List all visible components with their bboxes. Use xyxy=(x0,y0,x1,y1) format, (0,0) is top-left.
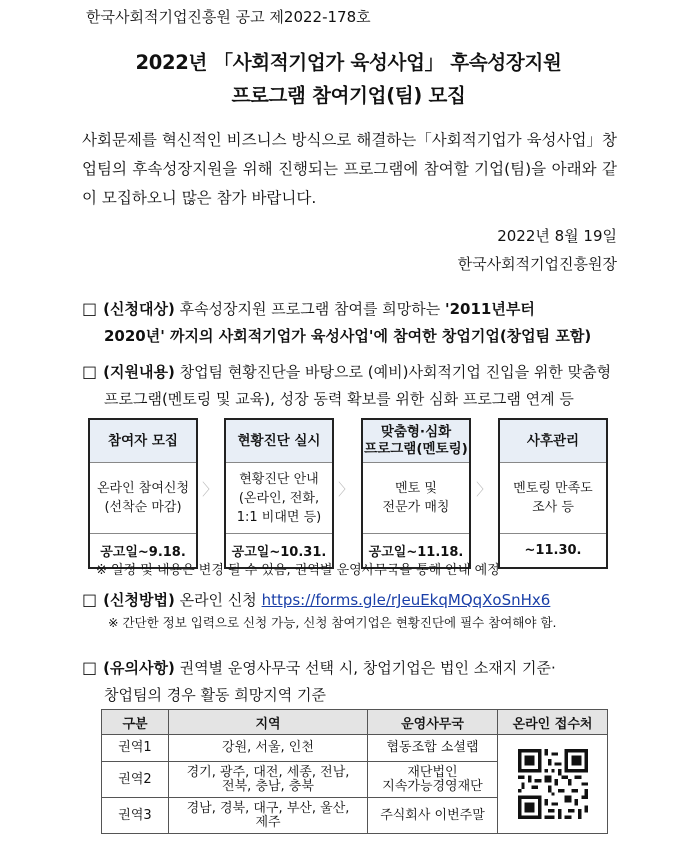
region-zone: 권역1 xyxy=(102,735,169,762)
region-office: 협동조합 소셜랩 xyxy=(368,735,498,762)
section-method xyxy=(82,586,622,614)
stage-date: 공고일~10.31. xyxy=(231,545,327,560)
qr-code-icon[interactable] xyxy=(518,749,588,819)
column-header: 구분 xyxy=(102,710,169,735)
region-area: 경기, 광주, 대전, 세종, 전남, 전북, 충남, 충북 xyxy=(169,762,368,798)
checkbox-icon: □ xyxy=(82,658,98,677)
table-row xyxy=(102,735,608,762)
section-target xyxy=(82,295,622,350)
region-zone: 권역3 xyxy=(102,798,169,834)
stage-body: 현황진단 안내 (온라인, 전화, 1:1 비대면 등) xyxy=(226,463,332,534)
stage-title: 참여자 모집 xyxy=(90,420,196,463)
stage-title: 사후관리 xyxy=(500,420,606,463)
arrow-icon: 〉 xyxy=(476,480,493,499)
stage-title: 맞춤형·심화 프로그램(멘토링) xyxy=(363,420,469,463)
schedule-note: ※ 일정 및 내용은 변경 될 수 있음, 권역별 운영사무국을 통해 안내 예정 xyxy=(96,563,500,578)
section-target-text-bold: '2011년부터 xyxy=(445,300,535,318)
section-caution xyxy=(82,654,622,709)
section-support-label: (지원내용) xyxy=(103,363,175,381)
page-subtitle: 프로그램 참여기업(팀) 모집 xyxy=(231,84,466,107)
method-note: ※ 간단한 정보 입력으로 신청 가능, 신청 참여기업은 현황진단에 필수 참여해야 함. xyxy=(108,615,557,630)
checkbox-icon: □ xyxy=(82,299,98,318)
process-stage-mentoring xyxy=(361,418,471,569)
section-method-text: 온라인 신청 xyxy=(179,591,257,609)
stage-date: ~11.30. xyxy=(524,543,582,558)
section-support xyxy=(82,358,622,413)
application-form-link[interactable]: https://forms.gle/rJeuEkqMQqXoSnHx6 xyxy=(261,591,551,609)
region-zone: 권역2 xyxy=(102,762,169,798)
section-target-text: 후속성장지원 프로그램 참여를 희망하는 xyxy=(179,300,441,318)
region-area: 강원, 서울, 인천 xyxy=(169,735,368,762)
arrow-icon: 〉 xyxy=(202,480,219,499)
intro-paragraph: 사회문제를 혁신적인 비즈니스 방식으로 해결하는「사회적기업가 육성사업」창업팀의 후속성장지원을 위해 진행되는 프로그램에 참여할 기업(팀)을 아래와 같이 모집하오니 많은 참가 바랍니다. xyxy=(82,131,617,207)
section-support-text: 창업팀 현황진단을 바탕으로 (예비)사회적기업 진입을 위한 맞춤형 xyxy=(179,363,612,381)
column-header: 지역 xyxy=(169,710,368,735)
announcement-date: 2022년 8월 19일 xyxy=(497,227,617,245)
stage-body: 온라인 참여신청 (선착순 마감) xyxy=(90,463,196,534)
section-target-label: (신청대상) xyxy=(103,300,175,318)
section-support-text-2: 프로그램(멘토링 및 교육), 성장 동력 확보를 위한 심화 프로그램 연계 등 xyxy=(104,390,574,408)
regions-table xyxy=(101,709,608,834)
issuer-name: 한국사회적기업진흥원장 xyxy=(457,255,617,273)
section-caution-text: 권역별 운영사무국 선택 시, 창업기업은 법인 소재지 기준· xyxy=(179,659,556,677)
section-method-label: (신청방법) xyxy=(103,591,175,609)
process-stage-recruit xyxy=(88,418,198,569)
notice-number: 한국사회적기업진흥원 공고 제2022-178호 xyxy=(86,8,371,26)
arrow-icon: 〉 xyxy=(338,480,355,499)
column-header: 온라인 접수처 xyxy=(498,710,608,735)
column-header: 운영사무국 xyxy=(368,710,498,735)
region-office: 주식회사 이번주말 xyxy=(368,798,498,834)
process-stage-followup xyxy=(498,418,608,569)
stage-date: 공고일~11.18. xyxy=(368,545,464,560)
section-target-text-bold-2: 2020년' 까지의 사회적기업가 육성사업'에 참여한 창업기업(창업팀 포함) xyxy=(104,327,592,345)
stage-body: 멘토 및 전문가 매칭 xyxy=(363,463,469,534)
process-stage-diagnosis xyxy=(224,418,334,569)
checkbox-icon: □ xyxy=(82,590,98,609)
section-caution-label: (유의사항) xyxy=(103,659,175,677)
stage-body: 멘토링 만족도 조사 등 xyxy=(500,463,606,534)
stage-title: 현황진단 실시 xyxy=(226,420,332,463)
stage-date: 공고일~9.18. xyxy=(100,545,186,560)
region-office: 재단법인 지속가능경영재단 xyxy=(368,762,498,798)
checkbox-icon: □ xyxy=(82,362,98,381)
section-caution-text-2: 창업팀의 경우 활동 희망지역 기준 xyxy=(104,686,326,704)
page-title: 2022년 「사회적기업가 육성사업」 후속성장지원 xyxy=(135,51,562,74)
qr-cell xyxy=(498,735,608,834)
region-area: 경남, 경북, 대구, 부산, 울산, 제주 xyxy=(169,798,368,834)
table-header-row xyxy=(102,710,608,735)
